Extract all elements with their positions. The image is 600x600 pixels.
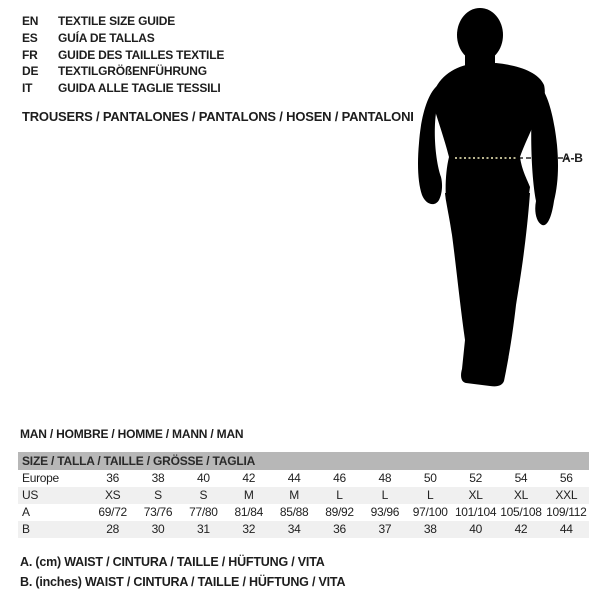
language-code: DE <box>22 64 39 79</box>
size-value-cell: 50 <box>423 471 437 485</box>
size-value-cell: 38 <box>423 522 437 536</box>
size-value-cell: 73/76 <box>143 505 173 519</box>
silhouette-legs <box>445 193 530 386</box>
size-value-cell: S <box>199 488 208 502</box>
size-value-cell: 36 <box>333 522 346 536</box>
size-value-cell: 77/80 <box>189 505 218 519</box>
silhouette-torso <box>432 63 545 201</box>
guide-title-text: GUÍA DE TALLAS <box>58 30 155 45</box>
footnote-line: B. (inches) WAIST / CINTURA / TAILLE / HÜFTUNG / VITA <box>20 574 346 589</box>
size-value-cell: 81/84 <box>234 505 264 519</box>
language-guide-item <box>22 47 224 64</box>
size-value-cell: 56 <box>559 471 573 485</box>
size-value-cell: 54 <box>514 471 528 485</box>
language-guide-item <box>22 80 224 97</box>
size-value-cell: 89/92 <box>325 505 354 519</box>
section-title-man: MAN / HOMBRE / HOMME / MANN / MAN <box>20 427 244 441</box>
language-code: ES <box>22 30 38 45</box>
size-row-label: B <box>22 522 30 536</box>
size-value-cell: 93/96 <box>370 505 400 519</box>
size-value-cell: 46 <box>333 471 346 485</box>
category-title: TROUSERS / PANTALONES / PANTALONS / HOSEN / PANTALONI <box>22 109 414 124</box>
size-table-header: SIZE / TALLA / TAILLE / GRÖSSE / TAGLIA <box>18 452 589 470</box>
language-code: EN <box>22 14 39 28</box>
guide-title-text: TEXTILGRÖßENFÜHRUNG <box>58 64 207 79</box>
size-row-label: A <box>22 505 30 519</box>
size-value-cell: 105/108 <box>500 505 542 519</box>
waist-measure-label: A-B <box>562 151 583 165</box>
size-value-cell: 44 <box>559 522 573 536</box>
language-guide-item <box>22 13 224 30</box>
size-value-cell: 38 <box>151 471 165 485</box>
size-value-cell: M <box>243 488 254 502</box>
language-code: FR <box>22 47 38 62</box>
size-value-cell: 97/100 <box>412 505 448 519</box>
size-value-cell: M <box>289 488 299 502</box>
size-table-row <box>18 504 589 521</box>
language-guide-item <box>22 63 224 80</box>
size-value-cell: XL <box>468 488 483 502</box>
size-value-cell: XL <box>513 488 528 502</box>
size-table-row <box>18 470 589 487</box>
size-value-cell: 69/72 <box>98 505 127 519</box>
size-value-cell: L <box>336 488 343 502</box>
size-table-row <box>18 521 589 538</box>
size-value-cell: 42 <box>514 522 528 536</box>
size-table-row <box>18 487 589 504</box>
size-value-cell: 34 <box>287 522 301 536</box>
footnote-line: A. (cm) WAIST / CINTURA / TAILLE / HÜFTUNG / VITA <box>20 555 325 569</box>
size-value-cell: 37 <box>378 522 392 536</box>
size-value-cell: 28 <box>106 522 120 536</box>
size-table <box>18 452 589 538</box>
language-guide-list <box>22 13 224 97</box>
size-value-cell: XXL <box>555 488 578 502</box>
size-value-cell: XS <box>104 488 121 502</box>
size-value-cell: 30 <box>151 522 165 536</box>
size-row-label: Europe <box>22 471 59 485</box>
man-silhouette-figure <box>402 5 572 390</box>
size-value-cell: 42 <box>242 471 256 485</box>
language-code: IT <box>22 81 33 96</box>
size-value-cell: S <box>154 488 162 502</box>
guide-title-text: GUIDA ALLE TAGLIE TESSILI <box>58 81 221 96</box>
size-value-cell: 32 <box>242 522 256 536</box>
size-table-body <box>18 470 589 538</box>
guide-title-text: TEXTILE SIZE GUIDE <box>58 14 176 28</box>
size-value-cell: 48 <box>378 471 392 485</box>
size-value-cell: 40 <box>469 522 482 536</box>
size-value-cell: 85/88 <box>279 505 309 519</box>
size-value-cell: 31 <box>197 522 210 536</box>
guide-title-text: GUIDE DES TAILLES TEXTILE <box>58 47 225 62</box>
size-value-cell: 109/112 <box>546 505 587 519</box>
size-value-cell: 101/104 <box>454 505 497 519</box>
size-value-cell: 52 <box>469 471 482 485</box>
size-value-cell: 40 <box>197 471 210 485</box>
size-value-cell: L <box>381 488 389 502</box>
silhouette-right-arm <box>531 83 558 225</box>
size-value-cell: 44 <box>287 471 301 485</box>
language-guide-item <box>22 30 224 47</box>
size-row-label: US <box>22 488 39 502</box>
size-value-cell: 36 <box>106 471 120 485</box>
size-value-cell: L <box>427 488 434 502</box>
footnotes <box>20 553 345 592</box>
man-silhouette-icon <box>402 5 572 390</box>
